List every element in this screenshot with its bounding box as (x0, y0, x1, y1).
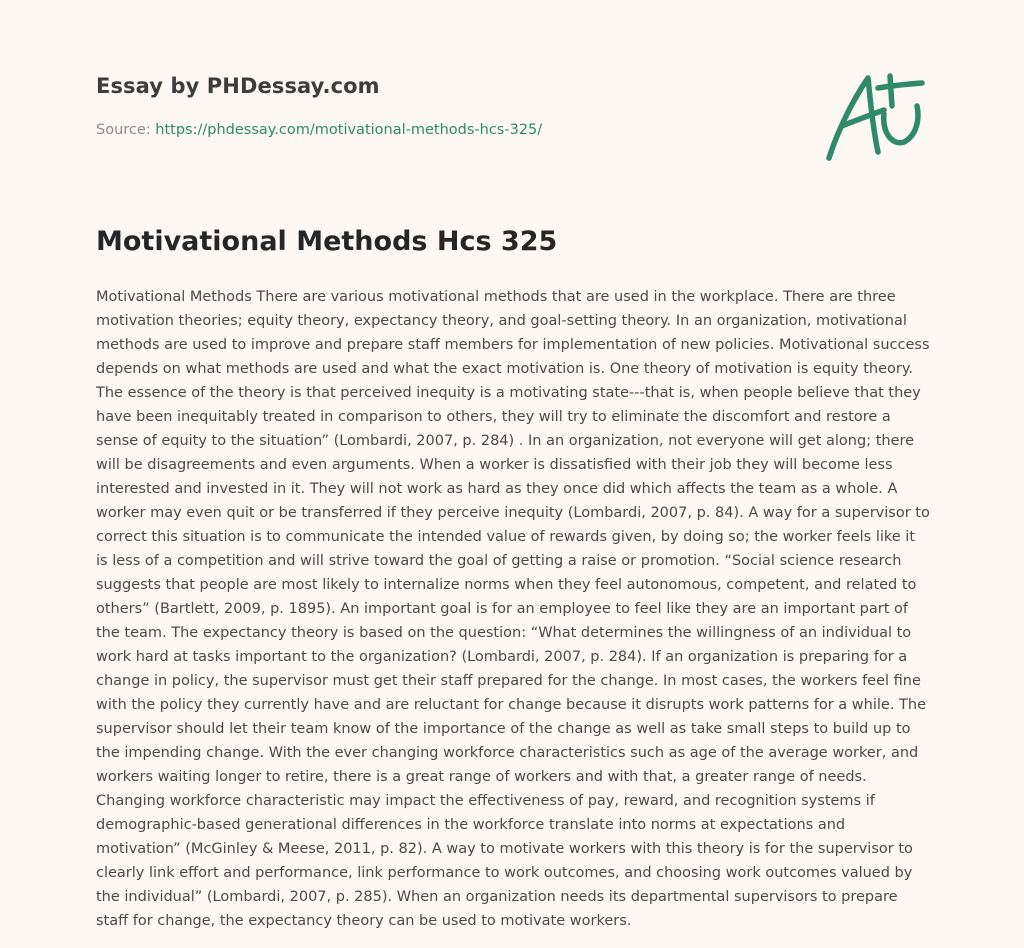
essay-title: Motivational Methods Hcs 325 (96, 226, 558, 257)
a-plus-grade-logo (822, 66, 928, 164)
source-link[interactable]: https://phdessay.com/motivational-methods-hcs-325/ (155, 122, 543, 138)
site-header (96, 74, 542, 138)
source-label: Source: (96, 122, 151, 138)
source-line (96, 122, 542, 138)
essay-body: Motivational Methods There are various motivational methods that are used in the workplace. There are three motivation theories; equity theory, expectancy theory, and goal-setting theory. In an organization, motivational methods are used to improve and prepare staff members for implementation of new policies. Motivational success depends on what methods are used and what the exact motivation is. One theory of motivation is equity theory. The essence of the theory is that perceived inequity is a motivating state---that is, when people believe that they have been inequitably treated in comparison to others, they will try to eliminate the discomfort and restore a sense of equity to the situation” (Lombardi, 2007, p. 284) . In an organization, not everyone will get along; there will be disagreements and even arguments. When a worker is dissatisfied with their job they will become less interested and invested in it. They will not work as hard as they once did which affects the team as a whole. A worker may even quit or be transferred if they perceive inequity (Lombardi, 2007, p. 84). A way for a supervisor to correct this situation is to communicate the intended value of rewards given, by doing so; the worker feels like it is less of a competition and will strive toward the goal of getting a raise or promotion. “Social science research suggests that people are most likely to internalize norms when they feel autonomous, competent, and related to others” (Bartlett, 2009, p. 1895). An important goal is for an employee to feel like they are an important part of the team. The expectancy theory is based on the question: “What determines the willingness of an individual to work hard at tasks important to the organization? (Lombardi, 2007, p. 284). If an organization is preparing for a change in policy, the supervisor must get their staff prepared for the change. In most cases, the workers feel fine with the policy they currently have and are reluctant for change because it disrupts work patterns for a while. The supervisor should let their team know of the importance of the change as well as take small steps to build up to the impending change. With the ever changing workforce characteristics such as age of the average worker, and workers waiting longer to retire, there is a great range of workers and with that, a greater range of needs. Changing workforce characteristic may impact the effectiveness of pay, reward, and recognition systems if demographic-based generational differences in the workforce translate into norms at expectations and motivation” (McGinley & Meese, 2011, p. 82). A way to motivate workers with this theory is for the supervisor to clearly link effort and performance, link performance to work outcomes, and choosing work outcomes valued by the individual” (Lombardi, 2007, p. 285). When an organization needs its departmental supervisors to prepare staff for change, the expectancy theory can be used to motivate workers. (96, 289, 930, 929)
site-brand: Essay by PHDessay.com (96, 74, 380, 98)
